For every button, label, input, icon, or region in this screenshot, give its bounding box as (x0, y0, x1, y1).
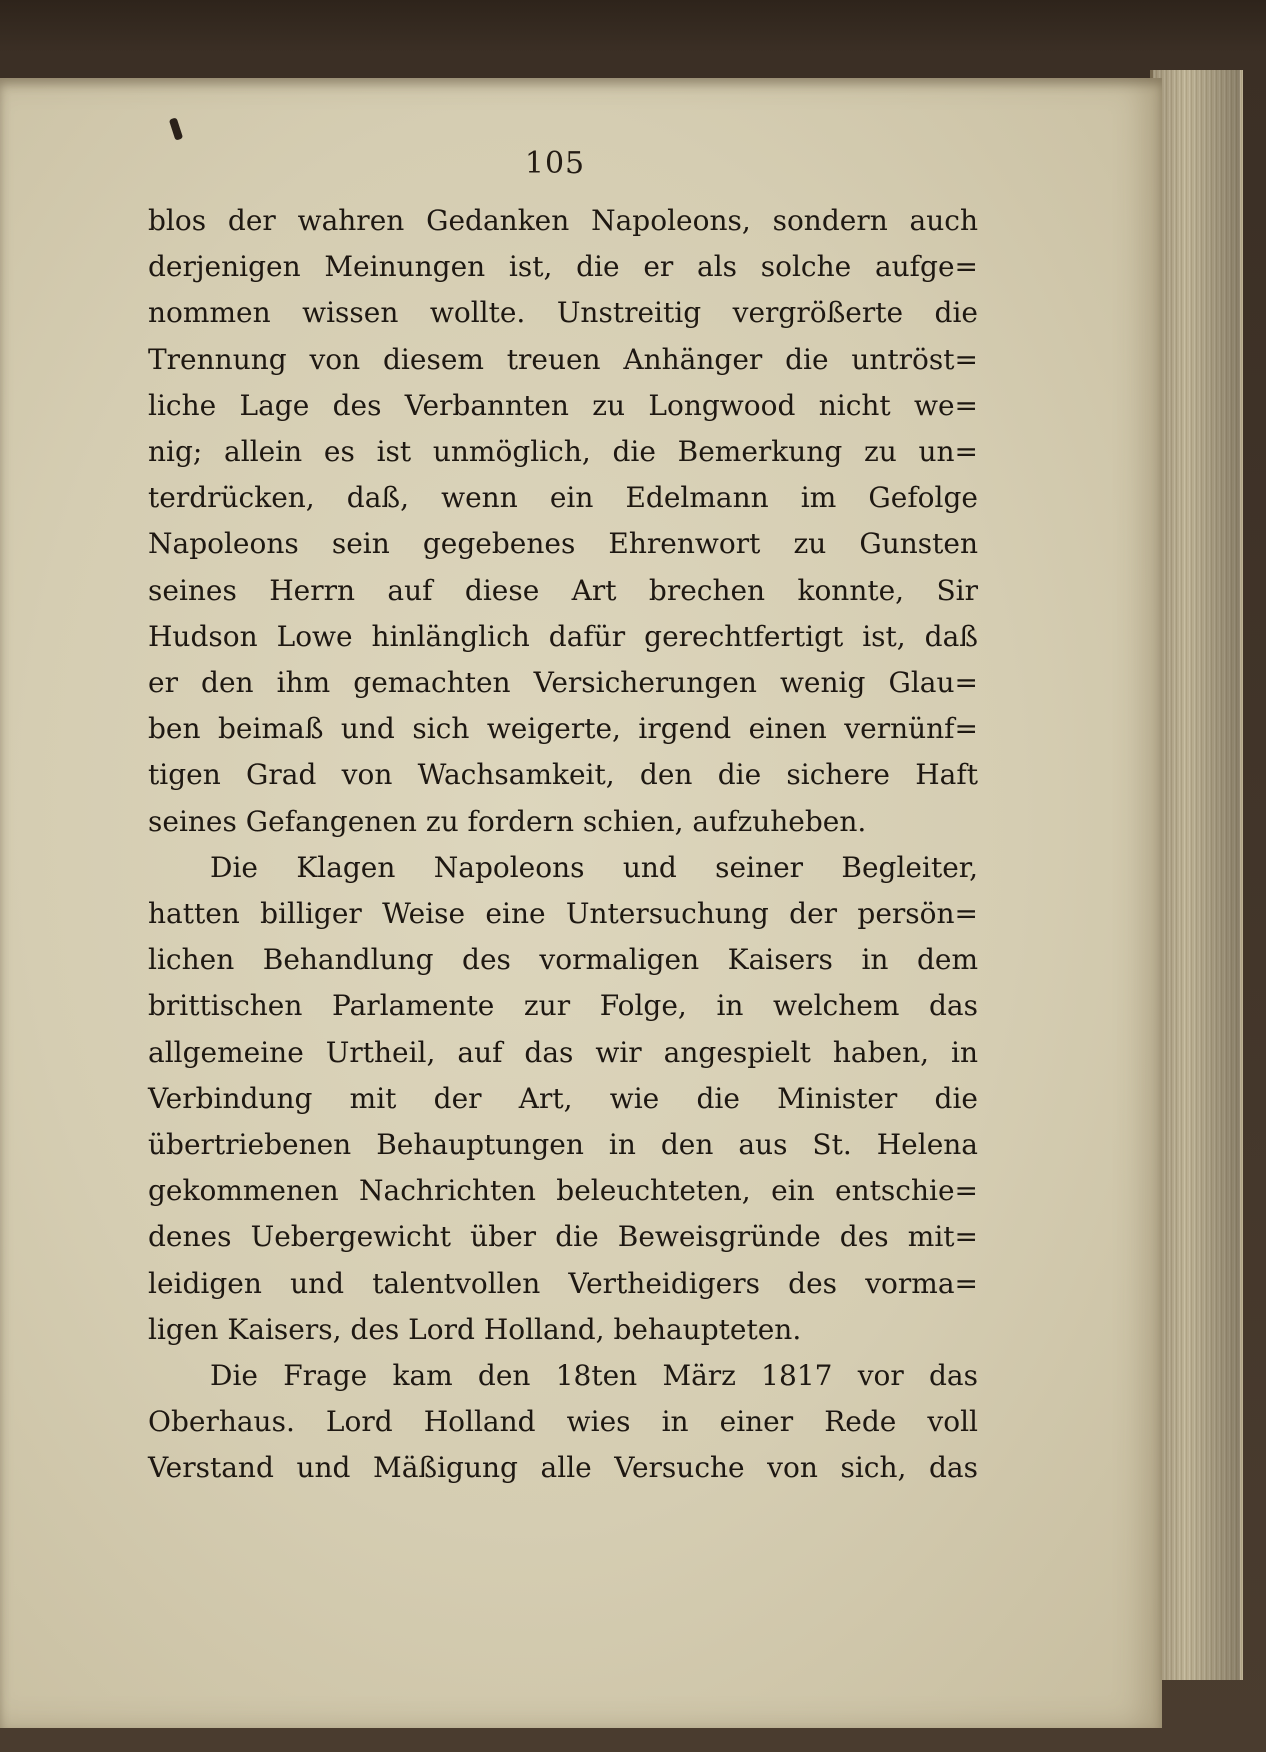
page-edges-shadow (1150, 70, 1240, 1680)
text-line: Die Frage kam den 18ten März 1817 vor das (210, 1359, 978, 1393)
text-line: Hudson Lowe hinlänglich dafür gerechtfertigt ist, daß (148, 619, 978, 653)
text-line: denes Uebergewicht über die Beweisgründe des mit= (148, 1220, 978, 1254)
text-line: ben beimaß und sich weigerte, irgend einen vernünf= (148, 712, 978, 746)
text-line: gekommenen Nachrichten beleuchteten, ein entschie= (148, 1174, 978, 1208)
text-line: Napoleons sein gegebenes Ehrenwort zu Gunsten (148, 527, 978, 561)
text-line: Verbindung mit der Art, wie die Minister die (148, 1081, 978, 1115)
text-line: brittischen Parlamente zur Folge, in welchem das (148, 989, 978, 1023)
text-line: hatten billiger Weise eine Untersuchung der persön= (148, 897, 978, 931)
body-text (148, 198, 978, 1492)
text-line: Verstand und Mäßigung alle Versuche von sich, das (148, 1451, 978, 1485)
text-line: lichen Behandlung des vormaligen Kaisers in dem (148, 943, 978, 977)
text-line: allgemeine Urtheil, auf das wir angespielt haben, in (148, 1035, 978, 1069)
text-line: übertriebenen Behauptungen in den aus St. Helena (148, 1128, 978, 1162)
text-line: seines Herrn auf diese Art brechen konnte, Sir (148, 573, 978, 607)
text-line: derjenigen Meinungen ist, die er als solche aufge= (148, 250, 978, 284)
text-line: ligen Kaisers, des Lord Holland, behaupteten. (148, 1312, 802, 1346)
text-line: Trennung von diesem treuen Anhänger die untröst= (148, 342, 978, 376)
text-line: leidigen und talentvollen Vertheidigers des vorma= (148, 1266, 978, 1300)
text-line: nommen wissen wollte. Unstreitig vergrößerte die (148, 296, 978, 330)
text-line: nig; allein es ist unmöglich, die Bemerkung zu un= (148, 435, 978, 469)
text-line: er den ihm gemachten Versicherungen wenig Glau= (148, 666, 978, 700)
text-line: seines Gefangenen zu fordern schien, aufzuheben. (148, 804, 867, 838)
text-line: tigen Grad von Wachsamkeit, den die sichere Haft (148, 758, 978, 792)
text-line: Oberhaus. Lord Holland wies in einer Rede voll (148, 1405, 978, 1439)
text-line: Die Klagen Napoleons und seiner Begleiter, (210, 850, 978, 884)
page-number: 105 (524, 146, 586, 181)
text-line: terdrücken, daß, wenn ein Edelmann im Gefolge (148, 481, 978, 515)
text-line: blos der wahren Gedanken Napoleons, sondern auch (148, 204, 978, 237)
text-line: liche Lage des Verbannten zu Longwood nicht we= (148, 388, 978, 422)
